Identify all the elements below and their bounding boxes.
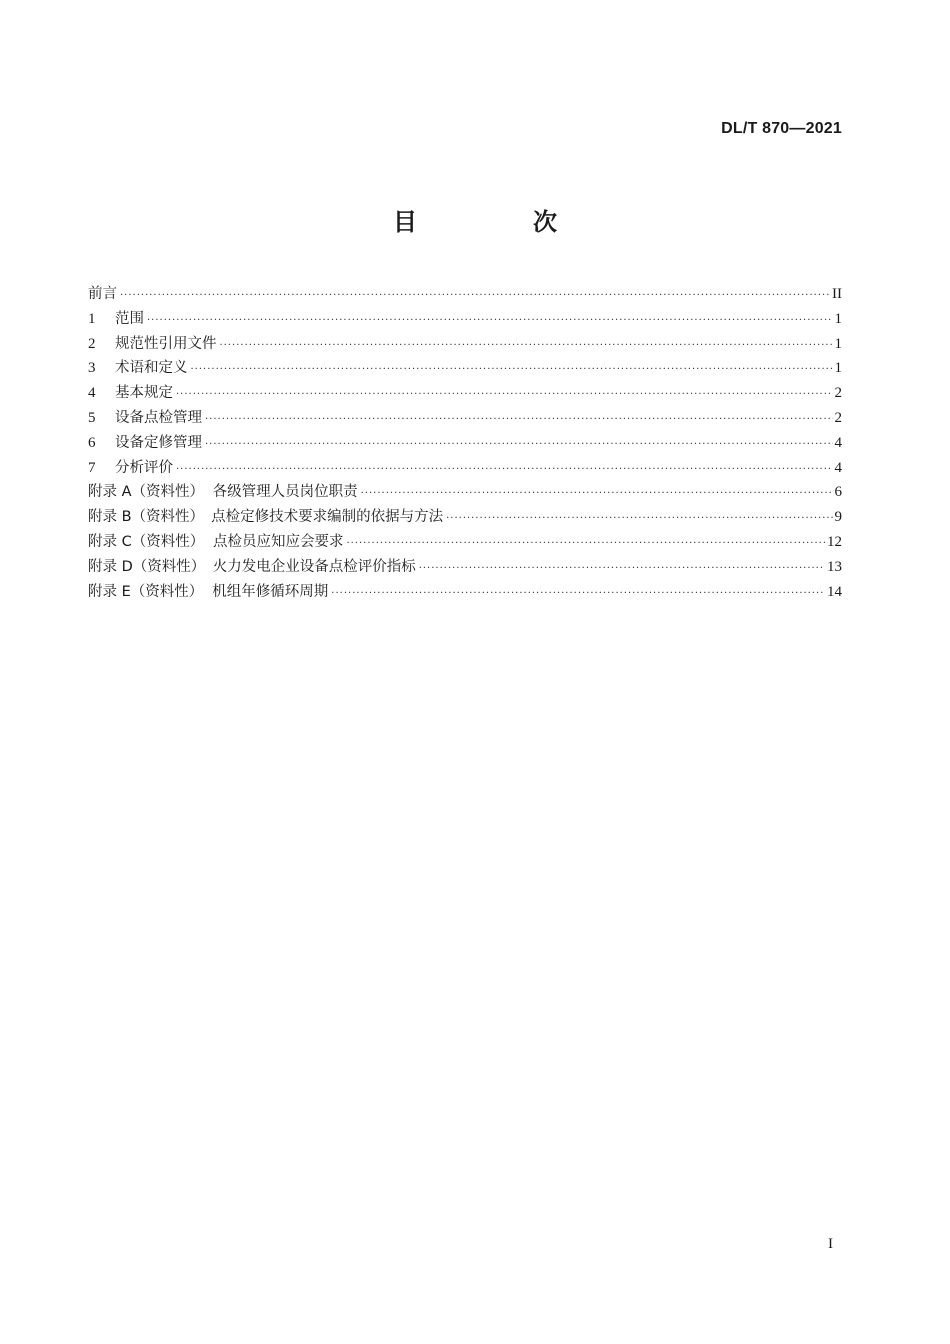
toc-leader-dots [331, 588, 825, 599]
toc-leader-dots [205, 414, 833, 425]
toc-leader-dots [220, 340, 833, 351]
toc-entry-number: 2 [88, 335, 96, 352]
toc-entry-7[interactable] [88, 456, 842, 481]
toc-entry-page: 14 [827, 583, 842, 600]
toc-entry-5[interactable] [88, 406, 842, 431]
toc-leader-dots [147, 315, 833, 326]
toc-appendix-label: 附录 D（资料性） [88, 558, 206, 575]
toc-leader-dots [346, 538, 825, 549]
toc-entry-page: 6 [834, 484, 842, 501]
toc-entry-label: 分析评价 [115, 459, 173, 476]
toc-leader-dots [419, 563, 825, 574]
toc-entry-page: 12 [827, 533, 842, 550]
toc-entry-number: 7 [88, 459, 96, 476]
toc-entry-page: II [832, 286, 842, 302]
toc-entry-page: 2 [834, 409, 842, 426]
toc-entry-3[interactable] [88, 356, 842, 381]
toc-entry-2[interactable] [88, 332, 842, 357]
toc-entry-page: 9 [834, 509, 842, 526]
toc-entry-appendix-a[interactable] [88, 480, 842, 505]
toc-appendix-title: 火力发电企业设备点检评价指标 [212, 558, 416, 575]
toc-leader-dots [176, 389, 833, 400]
toc-entry-number: 4 [88, 385, 96, 402]
page-number: I [828, 1236, 833, 1252]
toc-entry-6[interactable] [88, 431, 842, 456]
toc-entry-label: 规范性引用文件 [115, 335, 217, 352]
toc-leader-dots [446, 513, 832, 524]
toc-entry-page: 1 [834, 335, 842, 352]
toc-entry-number: 5 [88, 409, 96, 426]
toc-entry-label: 前言 [88, 286, 117, 302]
toc-entry-appendix-c[interactable] [88, 530, 842, 555]
toc-entry-page: 4 [834, 434, 842, 451]
toc-entry-label: 设备点检管理 [115, 409, 202, 426]
toc-entry-page: 1 [834, 360, 842, 377]
toc-title: 目 次 [393, 208, 603, 236]
toc-entry-label: 设备定修管理 [115, 434, 202, 451]
toc-entry-number: 3 [88, 360, 96, 377]
toc-entry-label: 基本规定 [115, 385, 173, 402]
toc-entry-label: 术语和定义 [115, 360, 188, 377]
standard-code: DL/T 870—2021 [721, 120, 842, 137]
toc-entry-page: 2 [834, 385, 842, 402]
toc-leader-dots [361, 488, 833, 499]
toc-entry-appendix-e[interactable] [88, 580, 842, 605]
toc-appendix-label: 附录 A（资料性） [88, 484, 205, 501]
toc-appendix-title: 各级管理人员岗位职责 [212, 484, 358, 501]
toc-leader-dots [191, 364, 833, 375]
toc-entry-page: 1 [834, 310, 842, 327]
toc-entry-appendix-d[interactable] [88, 555, 842, 580]
toc-entry-label: 范围 [115, 310, 144, 327]
toc-entry-4[interactable] [88, 381, 842, 406]
table-of-contents [88, 282, 842, 604]
toc-appendix-title: 点检定修技术要求编制的依据与方法 [211, 509, 444, 526]
toc-leader-dots [120, 290, 830, 301]
toc-entry-page: 13 [827, 558, 842, 575]
toc-entry-number: 6 [88, 434, 96, 451]
toc-entry-appendix-b[interactable] [88, 505, 842, 530]
toc-leader-dots [205, 439, 833, 450]
toc-appendix-label: 附录 C（资料性） [88, 533, 205, 550]
toc-appendix-label: 附录 E（资料性） [88, 583, 204, 600]
toc-entry-foreword[interactable] [88, 282, 842, 307]
toc-entry-1[interactable] [88, 307, 842, 332]
toc-entry-page: 4 [834, 459, 842, 476]
toc-appendix-label: 附录 B（资料性） [88, 509, 205, 526]
toc-appendix-title: 点检员应知应会要求 [212, 533, 344, 550]
toc-leader-dots [176, 464, 833, 475]
toc-entry-number: 1 [88, 310, 96, 327]
toc-appendix-title: 机组年修循环周期 [212, 583, 329, 600]
